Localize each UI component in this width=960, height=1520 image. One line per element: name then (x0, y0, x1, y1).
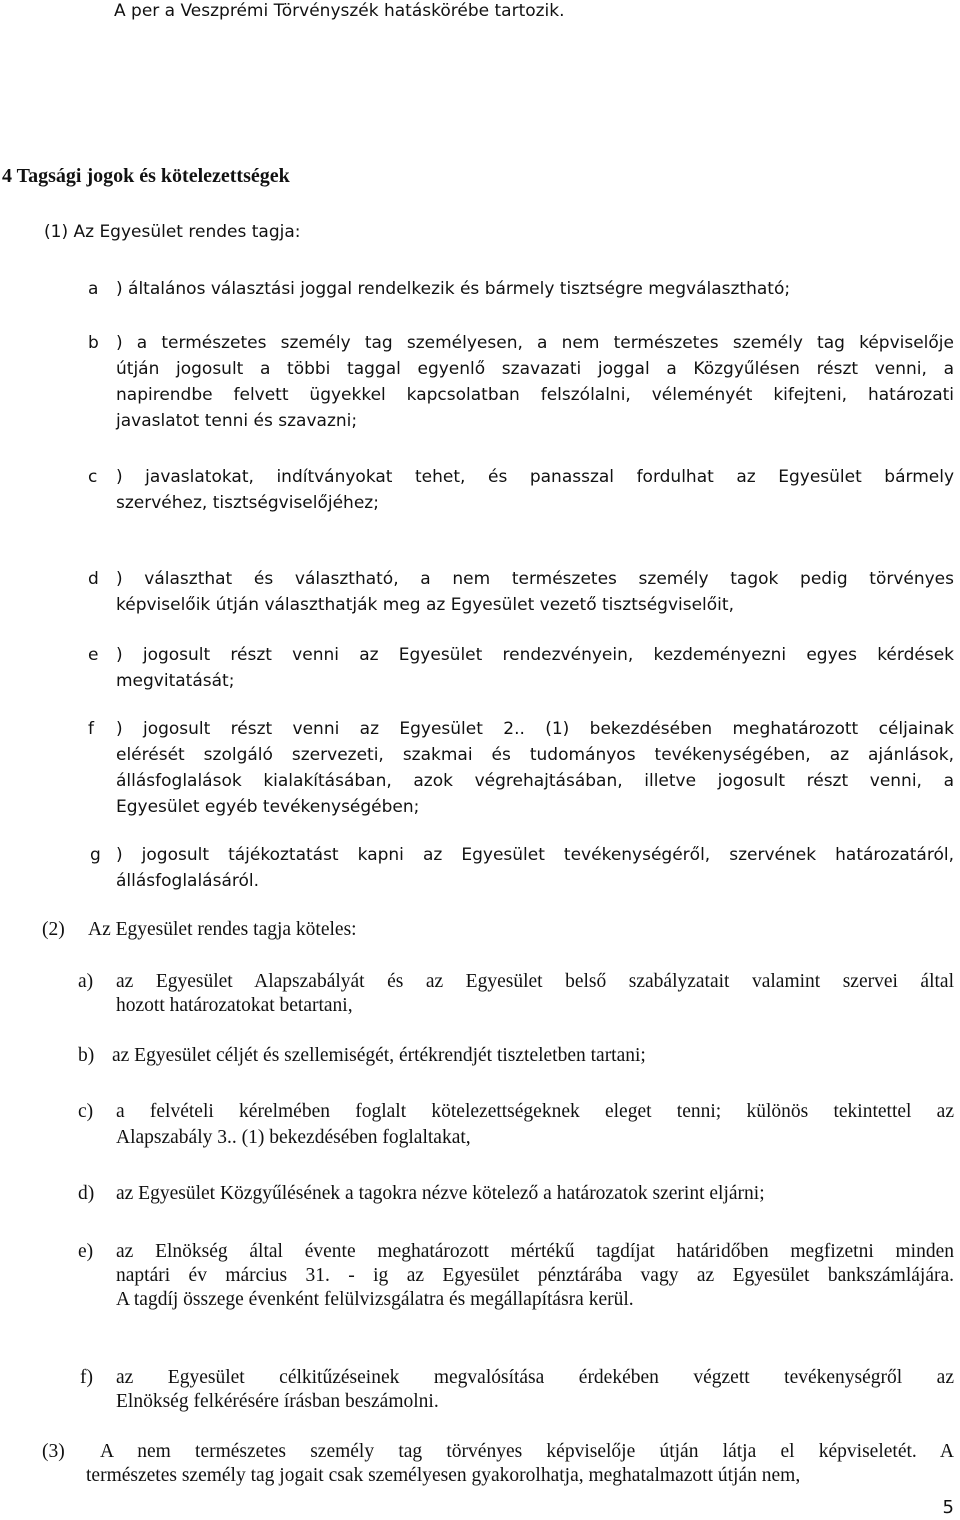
list-item-line: állásfoglalások kialakításában, azok végrehajtásában, illetve jogosult részt venni, a (116, 771, 954, 791)
list-item-line: útján jogosult a többi taggal egyenlő szavazati joggal a Közgyűlésen részt venni, a (116, 359, 954, 379)
list-item-label: c (88, 467, 98, 487)
list-item-line: elérését szolgáló szervezeti, szakmai és tudományos tevékenységében, az ajánlások, (116, 745, 954, 765)
list-item-line: állásfoglalásáról. (116, 871, 260, 891)
subsection-1-heading: (1) Az Egyesület rendes tagja: (44, 222, 301, 242)
list-item-label: f) (80, 1367, 93, 1388)
list-item-line: Egyesület egyéb tevékenységében; (116, 797, 420, 817)
list-item-line: hozott határozatokat betartani, (116, 995, 353, 1016)
list-item-line: az Elnökség által évente meghatározott mértékű tagdíjat határidőben megfizetni minden (116, 1241, 954, 1262)
list-item-line: A tagdíj összege évenként felülvizsgálatra és megállapításra kerül. (116, 1289, 634, 1310)
list-item-line: ) választhat és választható, a nem természetes személy tagok pedig törvényes (116, 569, 954, 589)
list-item-line: az Egyesület célkitűzéseinek megvalósítása érdekében végzett tevékenységről az (116, 1367, 954, 1388)
list-item-label: b) (78, 1045, 95, 1066)
list-item-label: d) (78, 1183, 95, 1204)
list-item-line: Alapszabály 3.. (1) bekezdésében foglaltakat, (116, 1127, 471, 1148)
subsection-3-line: természetes személy tag jogait csak személyesen gyakorolhatja, meghatalmazott útján nem, (86, 1465, 801, 1486)
list-item-line: a felvételi kérelmében foglalt kötelezettségeknek eleget tenni; különös tekintettel az (116, 1101, 954, 1122)
top-line: A per a Veszprémi Törvényszék hatáskörébe tartozik. (114, 1, 565, 21)
list-item-line: Elnökség felkérésére írásban beszámolni. (116, 1391, 439, 1412)
list-item-line: az Egyesület Közgyűlésének a tagokra nézve kötelező a határozatok szerint eljárni; (116, 1183, 765, 1204)
subsection-2-number: (2) (42, 919, 65, 940)
subsection-3-number: (3) (42, 1441, 65, 1462)
list-item-line: ) általános választási joggal rendelkezik és bármely tisztségre megválasztható; (116, 279, 791, 299)
list-item-label: a (88, 279, 99, 299)
list-item-line: ) jogosult részt venni az Egyesület rendezvényein, kezdeményezni egyes kérdések (116, 645, 954, 665)
list-item-line: az Egyesület Alapszabályát és az Egyesület belső szabályzatait valamint szervei által (116, 971, 954, 992)
list-item-line: ) javaslatokat, indítványokat tehet, és panasszal fordulhat az Egyesület bármely (116, 467, 954, 487)
list-item-label: d (88, 569, 99, 589)
subsection-3-line: A nem természetes személy tag törvényes képviselője útján látja el képviseletét. A (100, 1441, 954, 1462)
list-item-label: f (88, 719, 94, 739)
page-number: 5 (942, 1497, 954, 1518)
list-item-line: ) jogosult tájékoztatást kapni az Egyesület tevékenységéről, szervének határozatáról, (116, 845, 954, 865)
list-item-line: képviselőik útján választhatják meg az Egyesület vezető tisztségviselőit, (116, 595, 734, 615)
list-item-line: az Egyesület céljét és szellemiségét, értékrendjét tiszteletben tartani; (112, 1045, 646, 1066)
section-heading: 4 Tagsági jogok és kötelezettségek (2, 165, 290, 187)
list-item-line: szervéhez, tisztségviselőjéhez; (116, 493, 379, 513)
list-item-line: naptári év március 31. - ig az Egyesület pénztárába vagy az Egyesület bankszámlájára. (116, 1265, 954, 1286)
list-item-line: ) a természetes személy tag személyesen, a nem természetes személy tag képviselője (116, 333, 954, 353)
list-item-label: g (90, 845, 101, 865)
list-item-label: c) (78, 1101, 94, 1122)
list-item-label: b (88, 333, 99, 353)
list-item-label: e (88, 645, 99, 665)
list-item-label: a) (78, 971, 94, 992)
list-item-line: ) jogosult részt venni az Egyesület 2.. (1) bekezdésében meghatározott céljainak (116, 719, 954, 739)
list-item-line: megvitatását; (116, 671, 235, 691)
list-item-line: javaslatot tenni és szavazni; (116, 411, 358, 431)
list-item-label: e) (78, 1241, 94, 1262)
list-item-line: napirendbe felvett ügyekkel kapcsolatban felszólalni, véleményét kifejteni, határozati (116, 385, 954, 405)
subsection-2-heading: Az Egyesület rendes tagja köteles: (88, 919, 357, 940)
